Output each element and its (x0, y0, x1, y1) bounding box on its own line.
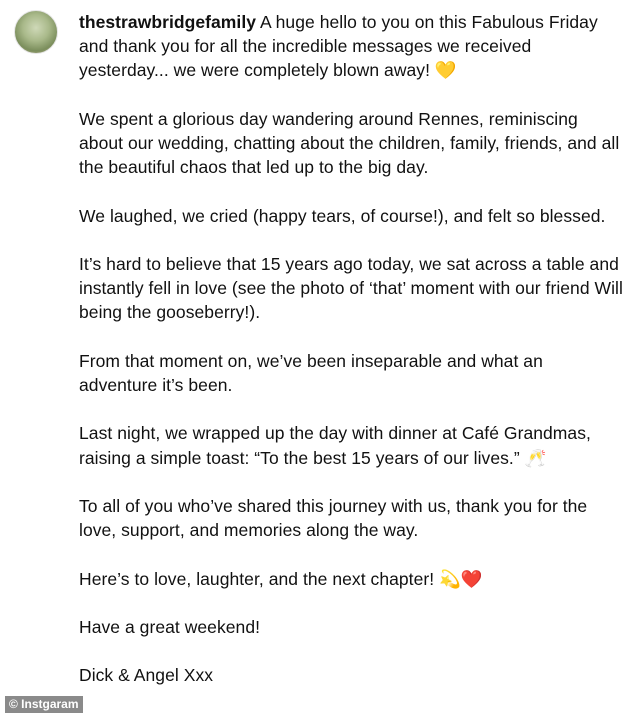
caption-paragraph: From that moment on, we’ve been inseparable and what an adventure it’s been. (79, 350, 543, 395)
caption-paragraph: It’s hard to believe that 15 years ago today, we sat across a table and instantly fell in love (see the photo of ‘that’ moment with our friend Will being the gooseberry!). (79, 253, 623, 323)
caption-paragraph: We laughed, we cried (happy tears, of course!), and felt so blessed. (79, 205, 606, 226)
caption-paragraph: Have a great weekend! (79, 616, 261, 637)
caption-paragraph: To all of you who’ve shared this journey with us, thank you for the love, support, and memories along the way. (79, 495, 588, 541)
watermark: © Instgaram (5, 696, 83, 713)
caption-paragraph: Here’s to love, laughter, and the next chapter! 💫❤️ (79, 568, 483, 589)
username-link[interactable]: thestrawbridgefamily (79, 12, 257, 32)
caption-paragraph: thestrawbridgefamily A huge hello to you on this Fabulous Friday and thank you for all the incredible messages we received yesterday... we were completely blown away! 💛 (79, 12, 598, 81)
caption-paragraph: Last night, we wrapped up the day with dinner at Café Grandmas, raising a simple toast: “To the best 15 years of our lives.” 🥂 (79, 423, 591, 468)
caption-paragraph: We spent a glorious day wandering around Rennes, reminiscing about our wedding, chatting about the children, family, friends, and all the beautiful chaos that led up to the big day. (79, 108, 620, 178)
avatar[interactable] (14, 10, 58, 54)
caption (79, 10, 624, 712)
caption-paragraph: Dick & Angel Xxx (79, 665, 214, 686)
